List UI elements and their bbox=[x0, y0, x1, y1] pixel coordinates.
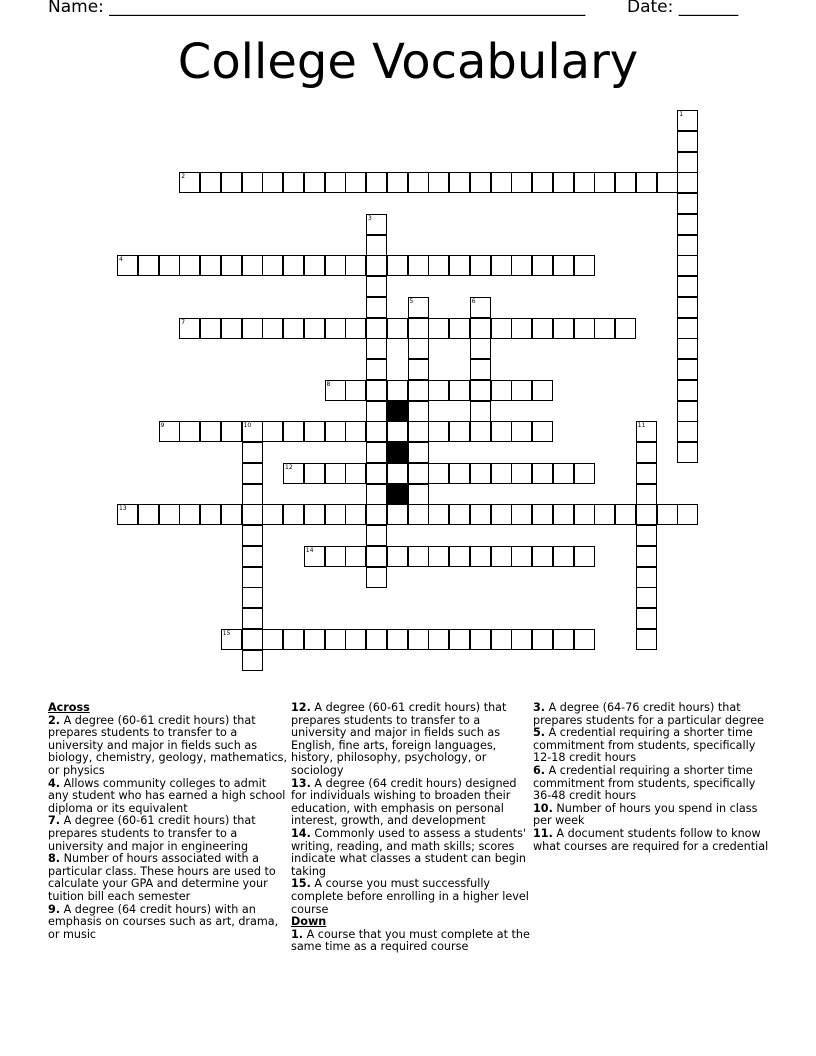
crossword-cell[interactable] bbox=[387, 255, 408, 276]
crossword-cell[interactable] bbox=[615, 172, 636, 193]
clue-number: 14. bbox=[291, 826, 311, 840]
clue-number-label: 1 bbox=[679, 111, 684, 118]
crossword-cell[interactable] bbox=[304, 421, 325, 442]
crossword-cell[interactable] bbox=[262, 504, 283, 525]
crossword-cell[interactable] bbox=[345, 318, 366, 339]
crossword-cell[interactable] bbox=[408, 442, 429, 463]
crossword-cell[interactable] bbox=[491, 172, 512, 193]
crossword-cell[interactable] bbox=[574, 504, 595, 525]
crossword-cell[interactable] bbox=[408, 504, 429, 525]
crossword-cell[interactable] bbox=[262, 318, 283, 339]
crossword-cell[interactable] bbox=[470, 629, 491, 650]
crossword-cell[interactable] bbox=[345, 546, 366, 567]
page-title: College Vocabulary bbox=[177, 34, 639, 90]
crossword-cell[interactable] bbox=[366, 255, 387, 276]
crossword-cell[interactable] bbox=[262, 629, 283, 650]
name-field-label: Name: ________________________________________________________ bbox=[48, 0, 586, 17]
clue-number: 3. bbox=[533, 701, 546, 714]
crossword-cell[interactable] bbox=[677, 193, 698, 214]
crossword-cell[interactable] bbox=[387, 546, 408, 567]
crossword-cell[interactable] bbox=[491, 421, 512, 442]
crossword-cell[interactable] bbox=[677, 297, 698, 318]
crossword-cell[interactable] bbox=[636, 463, 657, 484]
crossword-cell[interactable] bbox=[470, 380, 491, 401]
crossword-cell[interactable] bbox=[345, 380, 366, 401]
crossword-cell[interactable] bbox=[242, 629, 263, 650]
crossword-cell[interactable] bbox=[325, 421, 346, 442]
crossword-cell[interactable] bbox=[242, 255, 263, 276]
crossword-cell[interactable] bbox=[636, 172, 657, 193]
crossword-cell[interactable] bbox=[366, 401, 387, 422]
crossword-cell[interactable] bbox=[200, 504, 221, 525]
crossword-cell[interactable] bbox=[677, 380, 698, 401]
crossword-cell[interactable] bbox=[345, 629, 366, 650]
crossword-cell[interactable] bbox=[511, 463, 532, 484]
crossword-cell[interactable] bbox=[491, 504, 512, 525]
crossword-cell[interactable] bbox=[138, 504, 159, 525]
crossword-cell[interactable] bbox=[532, 504, 553, 525]
crossword-cell[interactable] bbox=[677, 504, 698, 525]
crossword-cell[interactable] bbox=[408, 401, 429, 422]
crossword-cell[interactable] bbox=[511, 546, 532, 567]
crossword-cell[interactable] bbox=[283, 629, 304, 650]
crossword-cell[interactable] bbox=[594, 172, 615, 193]
clue-number-label: 7 bbox=[181, 318, 186, 326]
clue-number-label: 3 bbox=[368, 214, 372, 222]
crossword-cell[interactable] bbox=[408, 318, 429, 339]
crossword-cell[interactable] bbox=[387, 629, 408, 650]
clue-text: Commonly used to assess a students' writing, reading, and math skills; scores indicate what classes a student can begin taking bbox=[291, 826, 526, 878]
crossword-cell[interactable] bbox=[636, 608, 657, 629]
clue-number-label: 13 bbox=[119, 505, 127, 513]
crossword-cell[interactable] bbox=[532, 318, 553, 339]
clue-text: A degree (60-61 credit hours) that prepares students to transfer to a university and major in fields such as English, fine arts, foreign languages, history, philosophy, psychology, or sociology bbox=[291, 701, 507, 777]
crossword-cell[interactable] bbox=[615, 318, 636, 339]
crossword-cell[interactable] bbox=[677, 152, 698, 173]
crossword-cell[interactable] bbox=[304, 629, 325, 650]
clue-column-2 bbox=[291, 702, 531, 954]
clue-across bbox=[48, 904, 288, 942]
crossword-cell[interactable] bbox=[449, 172, 470, 193]
crossword-cell[interactable] bbox=[553, 463, 574, 484]
clue-text: A degree (64-76 credit hours) that prepares students for a particular degree bbox=[533, 701, 765, 727]
crossword-cell[interactable] bbox=[304, 255, 325, 276]
crossword-cell[interactable] bbox=[366, 504, 387, 525]
crossword-cell[interactable] bbox=[408, 359, 429, 380]
crossword-cell[interactable] bbox=[511, 421, 532, 442]
crossword-cell[interactable] bbox=[408, 629, 429, 650]
crossword-cell[interactable] bbox=[366, 525, 387, 546]
crossword-cell[interactable] bbox=[325, 546, 346, 567]
crossword-block bbox=[387, 442, 408, 463]
crossword-cell[interactable] bbox=[200, 255, 221, 276]
crossword-cell[interactable] bbox=[387, 380, 408, 401]
clue-down bbox=[533, 828, 773, 853]
crossword-cell[interactable] bbox=[470, 546, 491, 567]
clue-across bbox=[48, 815, 288, 853]
crossword-cell[interactable] bbox=[449, 421, 470, 442]
crossword-cell[interactable] bbox=[242, 587, 263, 608]
crossword-cell[interactable] bbox=[491, 380, 512, 401]
clue-text: A credential requiring a shorter time commitment from students, specifically 12-18 credit hours bbox=[533, 726, 756, 765]
crossword-cell[interactable] bbox=[470, 338, 491, 359]
clue-column-3 bbox=[533, 702, 773, 853]
crossword-block bbox=[387, 484, 408, 505]
crossword-cell[interactable] bbox=[677, 442, 698, 463]
clue-number: 1. bbox=[291, 927, 304, 941]
clue-number-label: 9 bbox=[160, 422, 165, 430]
crossword-cell[interactable] bbox=[242, 442, 263, 463]
crossword-cell[interactable] bbox=[242, 504, 263, 525]
clue-text: A credential requiring a shorter time commitment from students, specifically 36-48 credit hours bbox=[533, 763, 756, 803]
crossword-cell[interactable] bbox=[428, 463, 449, 484]
crossword-cell[interactable] bbox=[408, 463, 429, 484]
crossword-cell[interactable] bbox=[221, 504, 242, 525]
crossword-cell[interactable] bbox=[636, 442, 657, 463]
crossword-cell[interactable] bbox=[242, 484, 263, 505]
crossword-cell[interactable] bbox=[179, 421, 200, 442]
crossword-cell[interactable] bbox=[470, 401, 491, 422]
clue-number: 10. bbox=[533, 801, 553, 815]
crossword-cell[interactable] bbox=[325, 463, 346, 484]
crossword-cell[interactable] bbox=[304, 172, 325, 193]
clue-across bbox=[291, 878, 531, 916]
crossword-cell[interactable] bbox=[574, 629, 595, 650]
crossword-cell[interactable] bbox=[449, 629, 470, 650]
crossword-cell[interactable] bbox=[159, 504, 180, 525]
crossword-cell[interactable] bbox=[470, 463, 491, 484]
crossword-cell[interactable] bbox=[553, 629, 574, 650]
crossword-cell[interactable] bbox=[532, 463, 553, 484]
crossword-cell[interactable] bbox=[677, 214, 698, 235]
clue-column-1 bbox=[48, 702, 288, 941]
crossword-cell[interactable] bbox=[428, 318, 449, 339]
clue-number: 9. bbox=[48, 902, 61, 916]
clue-across bbox=[291, 702, 531, 778]
crossword-cell[interactable] bbox=[242, 546, 263, 567]
crossword-cell[interactable] bbox=[221, 255, 242, 276]
crossword-cell[interactable] bbox=[449, 504, 470, 525]
clue-number-label: 12 bbox=[285, 463, 293, 471]
crossword-cell[interactable] bbox=[677, 359, 698, 380]
crossword-cell[interactable] bbox=[408, 172, 429, 193]
crossword-cell[interactable] bbox=[325, 172, 346, 193]
crossword-cell[interactable] bbox=[574, 172, 595, 193]
crossword-cell[interactable] bbox=[677, 172, 698, 193]
clue-number: 8. bbox=[48, 852, 61, 866]
clue-number-label: 4 bbox=[119, 256, 123, 264]
clue-number-label: 15 bbox=[222, 629, 231, 637]
crossword-cell[interactable] bbox=[221, 318, 242, 339]
crossword-cell[interactable] bbox=[345, 172, 366, 193]
crossword-cell[interactable] bbox=[242, 318, 263, 339]
crossword-cell[interactable] bbox=[428, 380, 449, 401]
crossword-cell[interactable] bbox=[532, 629, 553, 650]
crossword-cell[interactable] bbox=[491, 255, 512, 276]
crossword-cell[interactable] bbox=[387, 318, 408, 339]
clue-number-label: 11 bbox=[637, 422, 646, 430]
clue-across bbox=[48, 778, 288, 816]
crossword-cell[interactable] bbox=[366, 235, 387, 256]
down-heading: Down bbox=[291, 915, 327, 929]
crossword-cell[interactable] bbox=[657, 172, 678, 193]
clue-text: A course you must successfully complete before enrolling in a higher level course bbox=[291, 877, 529, 916]
crossword-cell[interactable] bbox=[221, 172, 242, 193]
crossword-cell[interactable] bbox=[262, 255, 283, 276]
crossword-cell[interactable] bbox=[387, 463, 408, 484]
crossword-cell[interactable] bbox=[470, 504, 491, 525]
crossword-cell[interactable] bbox=[179, 255, 200, 276]
crossword-cell[interactable] bbox=[511, 380, 532, 401]
crossword-cell[interactable] bbox=[636, 567, 657, 588]
crossword-cell[interactable] bbox=[428, 546, 449, 567]
clue-across bbox=[48, 853, 288, 903]
crossword-cell[interactable] bbox=[242, 567, 263, 588]
crossword-cell[interactable] bbox=[511, 318, 532, 339]
crossword-cell[interactable] bbox=[636, 504, 657, 525]
clue-down bbox=[533, 727, 773, 765]
crossword-cell[interactable] bbox=[615, 504, 636, 525]
clue-number: 4. bbox=[48, 776, 61, 790]
crossword-cell[interactable] bbox=[200, 172, 221, 193]
crossword-cell[interactable] bbox=[532, 172, 553, 193]
crossword-cell[interactable] bbox=[511, 629, 532, 650]
crossword-cell[interactable] bbox=[574, 255, 595, 276]
crossword-cell[interactable] bbox=[408, 546, 429, 567]
clue-text: A degree (64 credit hours) designed for individuals wishing to broaden their education, with emphasis on personal interest, growth, and development bbox=[291, 776, 517, 828]
crossword-cell[interactable] bbox=[449, 255, 470, 276]
clue-down bbox=[291, 929, 531, 954]
clue-number-label: 6 bbox=[471, 297, 476, 305]
clue-text: A degree (60-61 credit hours) that prepares students to transfer to a university and major in fields such as biology, chemistry, geology, mathematics, or physics bbox=[48, 713, 288, 777]
clue-number: 15. bbox=[291, 877, 311, 891]
crossword-cell[interactable] bbox=[345, 421, 366, 442]
crossword-cell[interactable] bbox=[387, 504, 408, 525]
crossword-cell[interactable] bbox=[574, 463, 595, 484]
crossword-cell[interactable] bbox=[532, 380, 553, 401]
clue-down bbox=[533, 803, 773, 828]
crossword-cell[interactable] bbox=[636, 484, 657, 505]
clue-number: 11. bbox=[533, 826, 553, 840]
clue-text: Number of hours associated with a particular class. These hours are used to calculate your GPA and determine your tuition bill each semester bbox=[48, 852, 276, 903]
clue-across bbox=[291, 778, 531, 828]
crossword-cell[interactable] bbox=[636, 629, 657, 650]
clue-down bbox=[533, 702, 773, 727]
crossword-cell[interactable] bbox=[677, 401, 698, 422]
crossword-cell[interactable] bbox=[574, 318, 595, 339]
clue-across bbox=[291, 828, 531, 878]
crossword-cell[interactable] bbox=[325, 629, 346, 650]
crossword-cell[interactable] bbox=[159, 255, 180, 276]
crossword-cell[interactable] bbox=[283, 318, 304, 339]
crossword-cell[interactable] bbox=[283, 504, 304, 525]
clue-text: Allows community colleges to admit any student who has earned a high school diploma or its equivalent bbox=[48, 776, 286, 815]
crossword-cell[interactable] bbox=[428, 255, 449, 276]
crossword-cell[interactable] bbox=[366, 442, 387, 463]
crossword-cell[interactable] bbox=[636, 525, 657, 546]
crossword-cell[interactable] bbox=[636, 587, 657, 608]
crossword-cell[interactable] bbox=[366, 546, 387, 567]
clue-text: A degree (60-61 credit hours) that prepares students to transfer to a university and major in engineering bbox=[48, 814, 256, 853]
clue-down bbox=[533, 765, 773, 803]
crossword-cell[interactable] bbox=[428, 504, 449, 525]
crossword-cell[interactable] bbox=[138, 255, 159, 276]
crossword-cell[interactable] bbox=[677, 338, 698, 359]
crossword-cell[interactable] bbox=[553, 172, 574, 193]
crossword-cell[interactable] bbox=[532, 421, 553, 442]
clue-number: 13. bbox=[291, 776, 311, 790]
crossword-cell[interactable] bbox=[594, 318, 615, 339]
clue-text: Number of hours you spend in class per week bbox=[533, 801, 758, 828]
crossword-cell[interactable] bbox=[553, 504, 574, 525]
crossword-cell[interactable] bbox=[366, 380, 387, 401]
crossword-cell[interactable] bbox=[366, 318, 387, 339]
crossword-cell[interactable] bbox=[242, 525, 263, 546]
clue-number: 6. bbox=[533, 763, 546, 777]
crossword-cell[interactable] bbox=[553, 318, 574, 339]
crossword-cell[interactable] bbox=[283, 172, 304, 193]
crossword-cell[interactable] bbox=[574, 546, 595, 567]
crossword-cell[interactable] bbox=[553, 255, 574, 276]
crossword-cell[interactable] bbox=[532, 546, 553, 567]
crossword-cell[interactable] bbox=[677, 235, 698, 256]
crossword-cell[interactable] bbox=[408, 338, 429, 359]
crossword-cell[interactable] bbox=[304, 504, 325, 525]
crossword-cell[interactable] bbox=[387, 172, 408, 193]
crossword-cell[interactable] bbox=[242, 650, 263, 671]
crossword-cell[interactable] bbox=[677, 276, 698, 297]
crossword-cell[interactable] bbox=[657, 504, 678, 525]
crossword-cell[interactable] bbox=[366, 484, 387, 505]
crossword-cell[interactable] bbox=[366, 359, 387, 380]
crossword-cell[interactable] bbox=[366, 297, 387, 318]
crossword-cell[interactable] bbox=[511, 504, 532, 525]
crossword-cell[interactable] bbox=[325, 255, 346, 276]
crossword-cell[interactable] bbox=[366, 463, 387, 484]
crossword-cell[interactable] bbox=[345, 255, 366, 276]
date-field-label: Date: _______ bbox=[627, 0, 739, 17]
crossword-cell[interactable] bbox=[532, 255, 553, 276]
crossword-cell[interactable] bbox=[594, 504, 615, 525]
clue-number-label: 5 bbox=[409, 297, 414, 305]
crossword-cell[interactable] bbox=[511, 255, 532, 276]
crossword-cell[interactable] bbox=[221, 421, 242, 442]
clue-text: A document students follow to know what courses are required for a credential bbox=[533, 826, 769, 853]
crossword-cell[interactable] bbox=[470, 359, 491, 380]
crossword-cell[interactable] bbox=[262, 421, 283, 442]
crossword-cell[interactable] bbox=[553, 546, 574, 567]
crossword-cell[interactable] bbox=[345, 504, 366, 525]
crossword-cell[interactable] bbox=[387, 421, 408, 442]
crossword-cell[interactable] bbox=[325, 318, 346, 339]
crossword-cell[interactable] bbox=[366, 338, 387, 359]
crossword-cell[interactable] bbox=[366, 276, 387, 297]
crossword-cell[interactable] bbox=[636, 546, 657, 567]
clue-number: 5. bbox=[533, 726, 546, 740]
across-heading: Across bbox=[48, 701, 90, 714]
crossword-cell[interactable] bbox=[242, 172, 263, 193]
crossword-cell[interactable] bbox=[511, 172, 532, 193]
crossword-cell[interactable] bbox=[325, 504, 346, 525]
crossword-cell[interactable] bbox=[408, 421, 429, 442]
crossword-block bbox=[387, 401, 408, 422]
crossword-cell[interactable] bbox=[304, 463, 325, 484]
crossword-cell[interactable] bbox=[428, 421, 449, 442]
crossword-cell[interactable] bbox=[366, 629, 387, 650]
crossword-cell[interactable] bbox=[677, 255, 698, 276]
crossword-cell[interactable] bbox=[283, 421, 304, 442]
crossword-cell[interactable] bbox=[491, 629, 512, 650]
crossword-cell[interactable] bbox=[449, 463, 470, 484]
crossword-cell[interactable] bbox=[179, 504, 200, 525]
crossword-cell[interactable] bbox=[470, 421, 491, 442]
crossword-cell[interactable] bbox=[470, 172, 491, 193]
crossword-cell[interactable] bbox=[345, 463, 366, 484]
clue-number-label: 2 bbox=[181, 173, 186, 181]
clue-text: A degree (64 credit hours) with an emphasis on courses such as art, drama, or music bbox=[48, 902, 279, 941]
crossword-cell[interactable] bbox=[449, 546, 470, 567]
crossword-cell[interactable] bbox=[408, 484, 429, 505]
clue-number: 7. bbox=[48, 814, 61, 828]
crossword-cell[interactable] bbox=[408, 255, 429, 276]
crossword-cell[interactable] bbox=[262, 172, 283, 193]
crossword-cell[interactable] bbox=[200, 421, 221, 442]
crossword-cell[interactable] bbox=[242, 608, 263, 629]
crossword-cell[interactable] bbox=[242, 463, 263, 484]
crossword-cell[interactable] bbox=[491, 318, 512, 339]
clue-number-label: 10 bbox=[243, 422, 252, 430]
crossword-cell[interactable] bbox=[677, 318, 698, 339]
crossword-cell[interactable] bbox=[304, 318, 325, 339]
crossword-cell[interactable] bbox=[408, 380, 429, 401]
crossword-cell[interactable] bbox=[366, 567, 387, 588]
crossword-cell[interactable] bbox=[366, 172, 387, 193]
crossword-cell[interactable] bbox=[283, 255, 304, 276]
clue-across bbox=[48, 715, 288, 778]
crossword-cell[interactable] bbox=[491, 546, 512, 567]
crossword-cell[interactable] bbox=[449, 318, 470, 339]
clue-text: A course that you must complete at the same time as a required course bbox=[291, 927, 530, 954]
crossword-cell[interactable] bbox=[200, 318, 221, 339]
crossword-cell[interactable] bbox=[677, 421, 698, 442]
crossword-cell[interactable] bbox=[428, 172, 449, 193]
clue-number-label: 14 bbox=[305, 546, 314, 554]
crossword-cell[interactable] bbox=[677, 131, 698, 152]
crossword-cell[interactable] bbox=[428, 629, 449, 650]
clue-number-label: 8 bbox=[326, 380, 331, 388]
crossword-cell[interactable] bbox=[366, 421, 387, 442]
clue-number: 2. bbox=[48, 713, 61, 727]
crossword-cell[interactable] bbox=[470, 318, 491, 339]
crossword-cell[interactable] bbox=[491, 463, 512, 484]
crossword-cell[interactable] bbox=[470, 255, 491, 276]
clue-number: 12. bbox=[291, 701, 311, 714]
crossword-cell[interactable] bbox=[449, 380, 470, 401]
